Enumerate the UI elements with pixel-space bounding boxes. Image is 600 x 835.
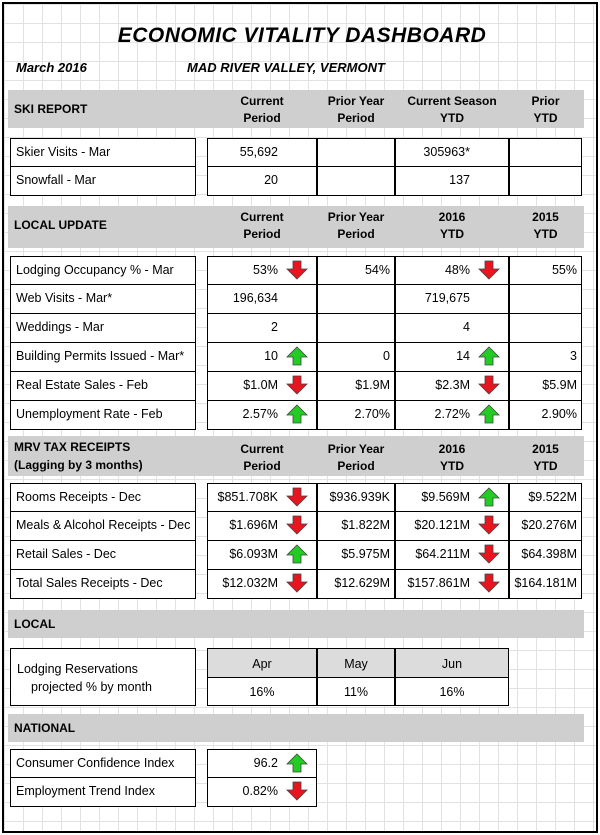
ski-col-header-line2: YTD bbox=[440, 111, 464, 125]
lu-cell-ytd bbox=[395, 372, 509, 401]
local-title: LOCAL bbox=[14, 617, 56, 631]
tax-value-prior_ytd: $9.522M bbox=[528, 490, 577, 504]
lu-value-prior: $1.9M bbox=[355, 378, 390, 392]
lu-value-ytd: 48% bbox=[444, 263, 470, 277]
lu-cell-ytd bbox=[395, 314, 509, 343]
tax-receipts-title: MRV TAX RECEIPTS bbox=[14, 440, 131, 454]
lu-value-cur: $1.0M bbox=[243, 378, 278, 392]
lu-cell-prior bbox=[317, 372, 395, 401]
tax-receipts-subtitle: (Lagging by 3 months) bbox=[14, 458, 143, 472]
ski-col-header-line1: Current Season bbox=[407, 94, 497, 108]
ski-col-header-line2: YTD bbox=[533, 111, 558, 125]
lu-col-header-line2: Period bbox=[337, 227, 375, 241]
lu-cell-prior bbox=[317, 285, 395, 314]
tax-col-header-2 bbox=[395, 441, 509, 475]
tax-value-prior: $12.629M bbox=[334, 576, 390, 590]
lu-row-label-cell bbox=[10, 256, 196, 285]
local-update-title: LOCAL UPDATE bbox=[14, 218, 107, 232]
lu-row-label: Weddings - Mar bbox=[16, 320, 104, 334]
down-arrow-icon bbox=[286, 515, 308, 535]
tax-col-header-line2: YTD bbox=[440, 459, 464, 473]
lu-value-cur: 196,634 bbox=[232, 291, 278, 305]
ski-cell-prior bbox=[317, 138, 395, 167]
lu-col-header-line1: Prior Year bbox=[327, 210, 385, 224]
up-arrow-icon bbox=[286, 404, 308, 424]
lu-cell-cur bbox=[207, 401, 317, 430]
lu-cell-prior_ytd bbox=[509, 314, 582, 343]
ski-value-cur: 20 bbox=[264, 173, 278, 187]
tax-row-label: Meals & Alcohol Receipts - Dec bbox=[16, 518, 191, 532]
lu-cell-ytd bbox=[395, 285, 509, 314]
lu-row-label-cell bbox=[10, 401, 196, 430]
lu-row-label-cell bbox=[10, 314, 196, 343]
reservation-month-value: 16% bbox=[395, 677, 509, 706]
ski-row-label-cell bbox=[10, 167, 196, 196]
tax-value-cur: $1.696M bbox=[229, 518, 278, 532]
lu-cell-ytd bbox=[395, 343, 509, 372]
lu-cell-prior bbox=[317, 343, 395, 372]
lu-col-header-3 bbox=[509, 209, 582, 243]
lodging-reservations-label-box bbox=[10, 648, 196, 706]
tax-cell-prior_ytd bbox=[509, 483, 582, 512]
tax-value-ytd: $9.569M bbox=[421, 490, 470, 504]
ski-col-header-1 bbox=[317, 93, 395, 127]
lu-cell-cur bbox=[207, 285, 317, 314]
lu-col-header-1 bbox=[317, 209, 395, 243]
tax-cell-ytd bbox=[395, 570, 509, 599]
ski-col-header-3 bbox=[509, 93, 582, 127]
lu-value-ytd: 719,675 bbox=[424, 291, 470, 305]
tax-cell-cur bbox=[207, 570, 317, 599]
reservation-month-header: Apr bbox=[207, 648, 317, 678]
tax-col-header-line2: Period bbox=[243, 459, 281, 473]
ski-col-header-0 bbox=[207, 93, 317, 127]
lu-cell-prior_ytd bbox=[509, 372, 582, 401]
tax-cell-cur bbox=[207, 483, 317, 512]
tax-value-prior_ytd: $164.181M bbox=[514, 576, 577, 590]
tax-row-label-cell bbox=[10, 512, 196, 541]
lu-col-header-0 bbox=[207, 209, 317, 243]
lu-cell-prior_ytd bbox=[509, 256, 582, 285]
national-row-label: Consumer Confidence Index bbox=[16, 756, 175, 770]
tax-col-header-line1: 2016 bbox=[438, 442, 466, 456]
tax-col-header-0 bbox=[207, 441, 317, 475]
tax-cell-prior bbox=[317, 483, 395, 512]
tax-value-cur: $6.093M bbox=[229, 547, 278, 561]
report-date: March 2016 bbox=[16, 60, 87, 75]
lodging-reservations-sublabel: projected % by month bbox=[31, 680, 152, 694]
down-arrow-icon bbox=[286, 375, 308, 395]
tax-col-header-line1: Prior Year bbox=[327, 442, 385, 456]
national-value: 96.2 bbox=[253, 756, 278, 770]
lu-row-label: Lodging Occupancy % - Mar bbox=[16, 263, 174, 277]
up-arrow-icon bbox=[286, 753, 308, 773]
tax-value-ytd: $157.861M bbox=[407, 576, 470, 590]
tax-row-label-cell bbox=[10, 570, 196, 599]
lu-value-cur: 53% bbox=[252, 263, 278, 277]
lu-row-label-cell bbox=[10, 285, 196, 314]
tax-cell-ytd bbox=[395, 483, 509, 512]
lu-value-prior: 0 bbox=[383, 349, 390, 363]
tax-row-label: Rooms Receipts - Dec bbox=[16, 490, 142, 504]
ski-col-header-line1: Prior bbox=[531, 94, 560, 108]
ski-cell-ytd bbox=[395, 138, 509, 167]
lu-cell-cur bbox=[207, 256, 317, 285]
down-arrow-icon bbox=[478, 515, 500, 535]
ski-cell-cur bbox=[207, 138, 317, 167]
tax-col-header-3 bbox=[509, 441, 582, 475]
national-header-band bbox=[8, 714, 584, 742]
national-value: 0.82% bbox=[242, 784, 278, 798]
national-row-label: Employment Trend Index bbox=[16, 784, 155, 798]
national-row-label-cell bbox=[10, 778, 196, 807]
lu-row-label: Web Visits - Mar* bbox=[16, 291, 113, 305]
lu-row-label: Unemployment Rate - Feb bbox=[16, 407, 163, 421]
lu-col-header-line2: Period bbox=[243, 227, 281, 241]
lu-value-ytd: 4 bbox=[463, 320, 470, 334]
tax-value-prior: $1.822M bbox=[341, 518, 390, 532]
ski-cell-cur bbox=[207, 167, 317, 196]
up-arrow-icon bbox=[286, 346, 308, 366]
ski-value-ytd: 137 bbox=[449, 173, 470, 187]
lu-cell-ytd bbox=[395, 401, 509, 430]
reservation-month-value: 11% bbox=[317, 677, 395, 706]
lu-col-header-line2: YTD bbox=[533, 227, 558, 241]
lu-col-header-line1: 2016 bbox=[438, 210, 466, 224]
lu-value-prior_ytd: 55% bbox=[551, 263, 577, 277]
lu-cell-prior_ytd bbox=[509, 285, 582, 314]
ski-col-header-line2: Period bbox=[337, 111, 375, 125]
lu-col-header-line1: 2015 bbox=[532, 210, 559, 224]
report-location: MAD RIVER VALLEY, VERMONT bbox=[187, 60, 385, 75]
national-value-cell bbox=[207, 749, 317, 778]
ski-col-header-line2: Period bbox=[243, 111, 281, 125]
lu-cell-prior_ytd bbox=[509, 343, 582, 372]
tax-col-header-line1: Current bbox=[240, 442, 284, 456]
lu-cell-cur bbox=[207, 314, 317, 343]
ski-row-label: Snowfall - Mar bbox=[16, 173, 96, 187]
lu-cell-ytd bbox=[395, 256, 509, 285]
lu-value-ytd: 2.72% bbox=[434, 407, 470, 421]
tax-col-header-line1: 2015 bbox=[532, 442, 559, 456]
ski-cell-prior_ytd bbox=[509, 167, 582, 196]
lu-value-ytd: 14 bbox=[456, 349, 470, 363]
ski-col-header-line1: Prior Year bbox=[327, 94, 385, 108]
tax-value-ytd: $20.121M bbox=[414, 518, 470, 532]
tax-value-prior_ytd: $20.276M bbox=[521, 518, 577, 532]
ski-col-header-line1: Current bbox=[240, 94, 284, 108]
lu-row-label: Real Estate Sales - Feb bbox=[16, 378, 149, 392]
tax-cell-prior bbox=[317, 541, 395, 570]
lodging-reservations-label: Lodging Reservations bbox=[17, 662, 138, 676]
tax-cell-prior_ytd bbox=[509, 541, 582, 570]
dashboard-title: ECONOMIC VITALITY DASHBOARD bbox=[117, 24, 487, 47]
down-arrow-icon bbox=[478, 375, 500, 395]
lu-col-header-2 bbox=[395, 209, 509, 243]
reservation-month-value: 16% bbox=[207, 677, 317, 706]
tax-cell-ytd bbox=[395, 541, 509, 570]
lu-row-label-cell bbox=[10, 372, 196, 401]
ski-cell-prior_ytd bbox=[509, 138, 582, 167]
tax-row-label: Retail Sales - Dec bbox=[16, 547, 117, 561]
ski-col-header-2 bbox=[395, 93, 509, 127]
tax-cell-prior_ytd bbox=[509, 512, 582, 541]
up-arrow-icon bbox=[478, 487, 500, 507]
lu-cell-prior bbox=[317, 256, 395, 285]
lu-cell-prior_ytd bbox=[509, 401, 582, 430]
tax-cell-cur bbox=[207, 512, 317, 541]
down-arrow-icon bbox=[286, 781, 308, 801]
lu-value-cur: 2.57% bbox=[242, 407, 278, 421]
down-arrow-icon bbox=[286, 487, 308, 507]
down-arrow-icon bbox=[478, 544, 500, 564]
tax-cell-ytd bbox=[395, 512, 509, 541]
ski-value-cur: 55,692 bbox=[239, 145, 278, 159]
down-arrow-icon bbox=[286, 573, 308, 593]
ski-value-ytd: 305963* bbox=[423, 145, 470, 159]
up-arrow-icon bbox=[478, 404, 500, 424]
tax-value-prior_ytd: $64.398M bbox=[521, 547, 577, 561]
tax-col-header-line2: Period bbox=[337, 459, 375, 473]
down-arrow-icon bbox=[478, 573, 500, 593]
tax-cell-cur bbox=[207, 541, 317, 570]
tax-cell-prior bbox=[317, 512, 395, 541]
down-arrow-icon bbox=[478, 260, 500, 280]
tax-value-prior: $5.975M bbox=[341, 547, 390, 561]
lu-value-cur: 10 bbox=[264, 349, 278, 363]
lu-value-prior_ytd: 2.90% bbox=[541, 407, 577, 421]
ski-cell-prior bbox=[317, 167, 395, 196]
lu-value-ytd: $2.3M bbox=[435, 378, 470, 392]
tax-cell-prior_ytd bbox=[509, 570, 582, 599]
tax-value-ytd: $64.211M bbox=[415, 547, 470, 561]
tax-row-label: Total Sales Receipts - Dec bbox=[16, 576, 163, 590]
lu-cell-prior bbox=[317, 314, 395, 343]
lu-value-prior: 54% bbox=[364, 263, 390, 277]
tax-col-header-line2: YTD bbox=[533, 459, 558, 473]
tax-value-prior: $936.939K bbox=[329, 490, 390, 504]
lu-cell-cur bbox=[207, 372, 317, 401]
lu-value-cur: 2 bbox=[271, 320, 278, 334]
lu-value-prior_ytd: $5.9M bbox=[542, 378, 577, 392]
reservation-month-header: May bbox=[317, 648, 395, 678]
down-arrow-icon bbox=[286, 260, 308, 280]
national-row-label-cell bbox=[10, 749, 196, 778]
tax-value-cur: $851.708K bbox=[217, 490, 278, 504]
ski-cell-ytd bbox=[395, 167, 509, 196]
up-arrow-icon bbox=[478, 346, 500, 366]
national-value-cell bbox=[207, 778, 317, 807]
lu-row-label: Building Permits Issued - Mar* bbox=[16, 349, 185, 363]
tax-value-cur: $12.032M bbox=[222, 576, 278, 590]
lu-cell-cur bbox=[207, 343, 317, 372]
lu-value-prior: 2.70% bbox=[354, 407, 390, 421]
ski-row-label: Skier Visits - Mar bbox=[16, 145, 111, 159]
tax-col-header-1 bbox=[317, 441, 395, 475]
local-header-band bbox=[8, 610, 584, 638]
lu-col-header-line2: YTD bbox=[440, 227, 464, 241]
ski-row-label-cell bbox=[10, 138, 196, 167]
lu-col-header-line1: Current bbox=[240, 210, 284, 224]
national-title: NATIONAL bbox=[14, 721, 76, 735]
tax-row-label-cell bbox=[10, 483, 196, 512]
up-arrow-icon bbox=[286, 544, 308, 564]
tax-row-label-cell bbox=[10, 541, 196, 570]
tax-cell-prior bbox=[317, 570, 395, 599]
lu-value-prior_ytd: 3 bbox=[570, 349, 577, 363]
dashboard-sheet bbox=[2, 2, 598, 833]
ski-report-title: SKI REPORT bbox=[14, 102, 88, 116]
lu-row-label-cell bbox=[10, 343, 196, 372]
reservation-month-header: Jun bbox=[395, 648, 509, 678]
lu-cell-prior bbox=[317, 401, 395, 430]
